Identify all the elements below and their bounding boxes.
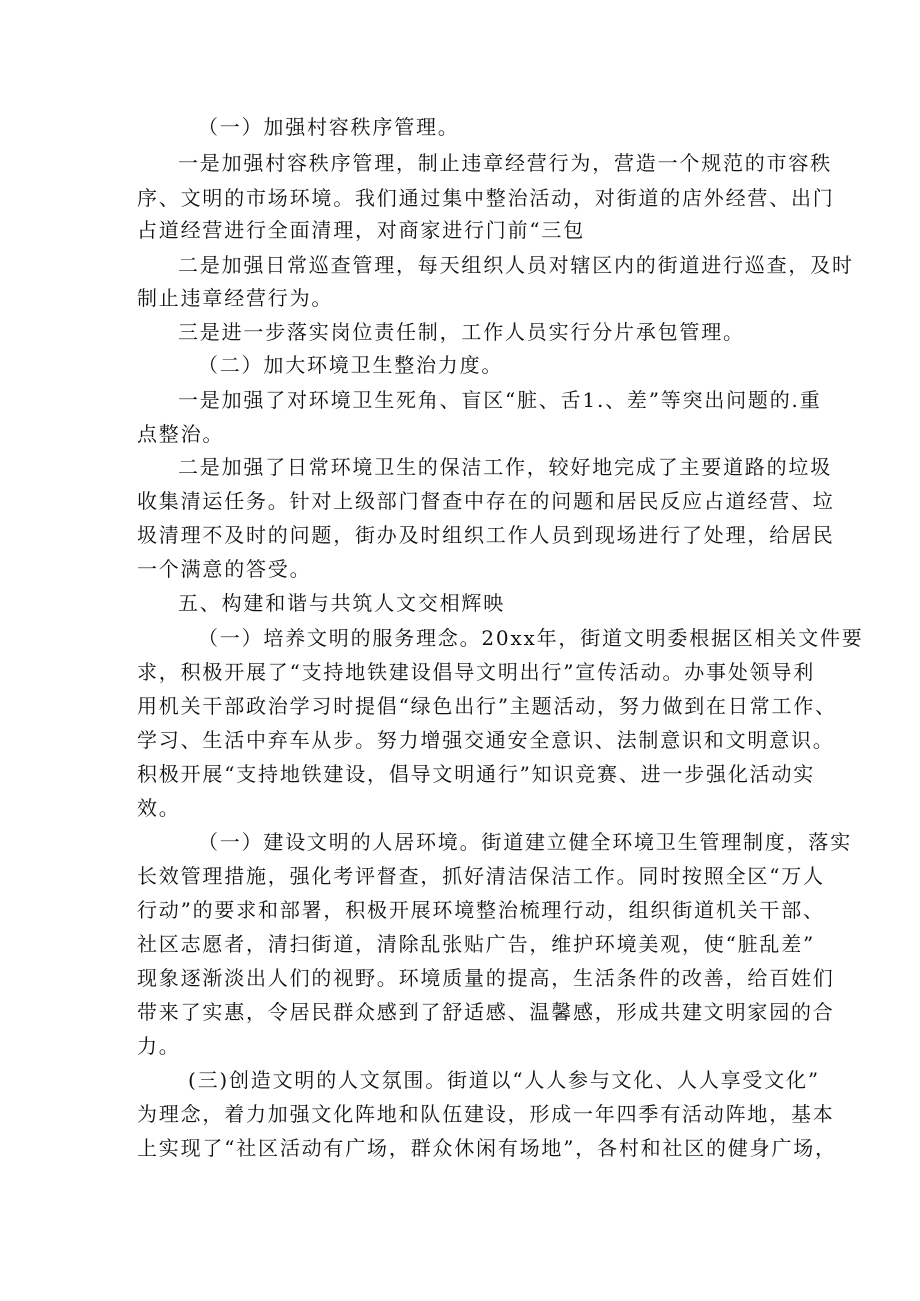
paragraph-line: （一）建设文明的人居环境。街道建立健全环境卫生管理制度，落实 — [198, 830, 852, 854]
paragraph-line: 一个满意的答受。 — [137, 557, 312, 581]
paragraph-line: 力。 — [137, 1034, 181, 1058]
paragraph-line: 一是加强村容秩序管理，制止违章经营行为，营造一个规范的市容秩 — [178, 151, 832, 175]
paragraph-line: 行动”的要求和部署，积极开展环境整治梳理行动，组织街道机关干部、 — [137, 898, 825, 922]
section-heading: （二）加大环境卫生整治力度。 — [198, 353, 504, 377]
paragraph-line: 带来了实惠，令居民群众感到了舒适感、温馨感，形成共建文明家园的合 — [137, 1000, 835, 1024]
paragraph-line: 点整治。 — [137, 422, 225, 446]
paragraph-line: 一是加强了对环境卫生死角、盲区“脏、舌1.、差”等突出问题的.重 — [178, 388, 822, 412]
paragraph-line: 效。 — [137, 796, 181, 820]
section-heading: （一）加强村容秩序管理。 — [198, 115, 460, 139]
paragraph-line: 现象逐渐淡出人们的视野。环境质量的提高，生活条件的改善，给百姓们 — [137, 966, 835, 990]
paragraph-line: 用机关干部政治学习时提倡“绿色出行”主题活动，努力做到在日常工作、 — [137, 694, 837, 718]
paragraph-line: 圾清理不及时的问题，街办及时组织工作人员到现场进行了处理，给居民 — [137, 523, 835, 547]
paragraph-line: 长效管理措施，强化考评督查，抓好清洁保洁工作。同时按照全区“万人 — [137, 864, 825, 888]
chapter-heading: 五、构建和谐与共筑人文交相辉映 — [178, 591, 505, 615]
paragraph-line: (三)创造文明的人文氛围。街道以“人人参与文化、人人享受文化” — [188, 1068, 820, 1092]
paragraph-line: 制止违章经营行为。 — [137, 286, 334, 310]
paragraph-line: 序、文明的市场环境。我们通过集中整治活动，对街道的店外经营、出门 — [137, 186, 835, 210]
paragraph-line: 二是加强日常巡查管理，每天组织人员对辖区内的街道进行巡查，及时 — [178, 253, 854, 277]
paragraph-line: 学习、生活中弃车从步。努力增强交通安全意识、法制意识和文明意识。 — [137, 728, 835, 752]
paragraph-line: 求，积极开展了“支持地铁建设倡导文明出行”宣传活动。办事处领导利 — [137, 660, 816, 684]
paragraph-line: 积极开展“支持地铁建设，倡导文明通行”知识竞赛、进一步强化活动实 — [137, 762, 816, 786]
paragraph-line: 社区志愿者，清扫街道，清除乱张贴广告，维护环境美观，使“脏乱差” — [137, 932, 816, 956]
paragraph-line: 上实现了“社区活动有广场，群众休闲有场地”，各村和社区的健身广场， — [137, 1136, 837, 1160]
paragraph-line: 收集清运任务。针对上级部门督查中存在的问题和居民反应占道经营、垃 — [137, 489, 835, 513]
paragraph-line: （一）培养文明的服务理念。20xx年，街道文明委根据区相关文件要 — [198, 626, 864, 650]
paragraph-line: 占道经营进行全面清理，对商家进行门前“三包 — [137, 218, 586, 242]
paragraph-line: 为理念，着力加强文化阵地和队伍建设，形成一年四季有活动阵地，基本 — [137, 1102, 835, 1126]
paragraph-line: 二是加强了日常环境卫生的保洁工作，较好地完成了主要道路的垃圾 — [178, 455, 832, 479]
paragraph-line: 三是进一步落实岗位责任制，工作人员实行分片承包管理。 — [178, 320, 745, 344]
